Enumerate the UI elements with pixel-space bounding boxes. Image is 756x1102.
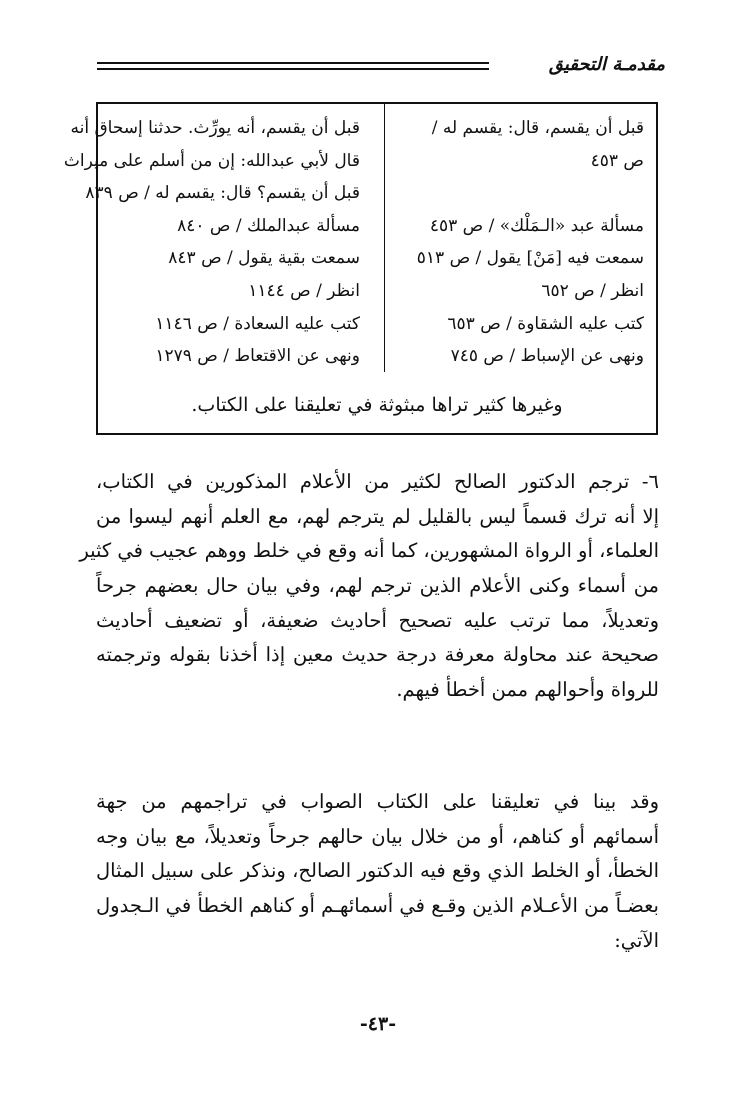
- table-blank-line: [386, 177, 644, 210]
- table-right-line: ص ٤٥٣: [590, 150, 644, 171]
- paragraph-line: الآتي:: [614, 928, 659, 952]
- table-left-line: سمعت بقية يقول / ص ٨٤٣: [168, 248, 360, 269]
- table-right-line: سمعت فيه [مَنْ] يقول / ص ٥١٣: [416, 248, 644, 269]
- table-left-line: ونهى عن الاقتعاط / ص ١٢٧٩: [155, 346, 360, 367]
- table-right-line: كتب عليه الشقاوة / ص ٦٥٣: [447, 313, 644, 334]
- paragraph-line: من أسماء وكنى الأعلام الذين ترجم لهم، وفي بيان حال بعضهم جرحاً: [96, 574, 659, 598]
- paragraph-line: الخطأ، أو الخلط الذي وقع فيه الدكتور الصالح، ونذكر على سبيل المثال: [96, 859, 659, 883]
- column-divider: [384, 104, 385, 372]
- table-left-line: انظر / ص ١١٤٤: [248, 280, 360, 301]
- comparison-table: [63, 102, 658, 435]
- paragraph-line: بعضـاً من الأعـلام الذين وقـع في أسمائهـم أو كناهم الخطأ في الـجدول: [96, 894, 659, 918]
- header-rule-top: [97, 62, 489, 64]
- paragraph-line: صحيحة عند محاولة معرفة درجة حديث معين إذا أخذنا بقوله وترجمته: [96, 643, 659, 667]
- page-header: [97, 52, 665, 82]
- header-rule-bottom: [97, 68, 489, 70]
- page-number: -٤٣-: [359, 1013, 397, 1035]
- paragraph-line: وتعديلاً، مما ترتب عليه تصحيح أحاديث ضعيفة، أو تضعيف أحاديث: [96, 608, 659, 632]
- paragraph-1: [79, 465, 659, 708]
- paragraph-2: [96, 785, 659, 958]
- table-right-column: [386, 112, 644, 373]
- table-footer-note: وغيرها كثير تراها مبثوثة في تعليقنا على الكتاب.: [191, 394, 563, 416]
- table-left-line: مسألة عبدالملك / ص ٨٤٠: [177, 215, 360, 236]
- paragraph-line: أسمائهم أو كناهم، أو من خلال بيان حالهم جرحاً وتعديلاً، مع بيان وجه: [96, 824, 659, 848]
- table-left-line: قبل أن يقسم، أنه يورِّث. حدثنا إسحاق أنه: [70, 118, 360, 138]
- paragraph-line: وقد بينا في تعليقنا على الكتاب الصواب في تراجمهم من جهة: [96, 790, 659, 813]
- paragraph-line: ٦- ترجم الدكتور الصالح لكثير من الأعلام المذكورين في الكتاب،: [96, 470, 659, 493]
- table-left-line: قال لأبي عبدالله: إن من أسلم على ميراث: [63, 150, 360, 171]
- table-left-line: كتب عليه السعادة / ص ١١٤٦: [155, 313, 360, 334]
- table-right-line: مسألة عبد «الـمَلْك» / ص ٤٥٣: [429, 215, 644, 236]
- table-right-line: ونهى عن الإسباط / ص ٧٤٥: [450, 346, 644, 367]
- paragraph-line: إلا أنه ترك قسماً ليس بالقليل لم يترجم لهم، مع العلم أنهم ليسوا من: [96, 504, 659, 528]
- table-right-line: انظر / ص ٦٥٢: [541, 280, 644, 301]
- table-left-column: [63, 112, 370, 373]
- table-left-line: قبل أن يقسم؟ قال: يقسم له / ص ٨٣٩: [85, 183, 360, 204]
- paragraph-line: العلماء، أو الرواة المشهورين، كما أنه وقع في خلط ووهم عجيب في كثير: [79, 539, 659, 563]
- running-header-title: مقدمـة التحقيق: [548, 54, 665, 75]
- table-right-line: قبل أن يقسم، قال: يقسم له /: [431, 118, 644, 138]
- paragraph-line: للرواة وأحوالهم ممن أخطأ فيهم.: [396, 678, 659, 702]
